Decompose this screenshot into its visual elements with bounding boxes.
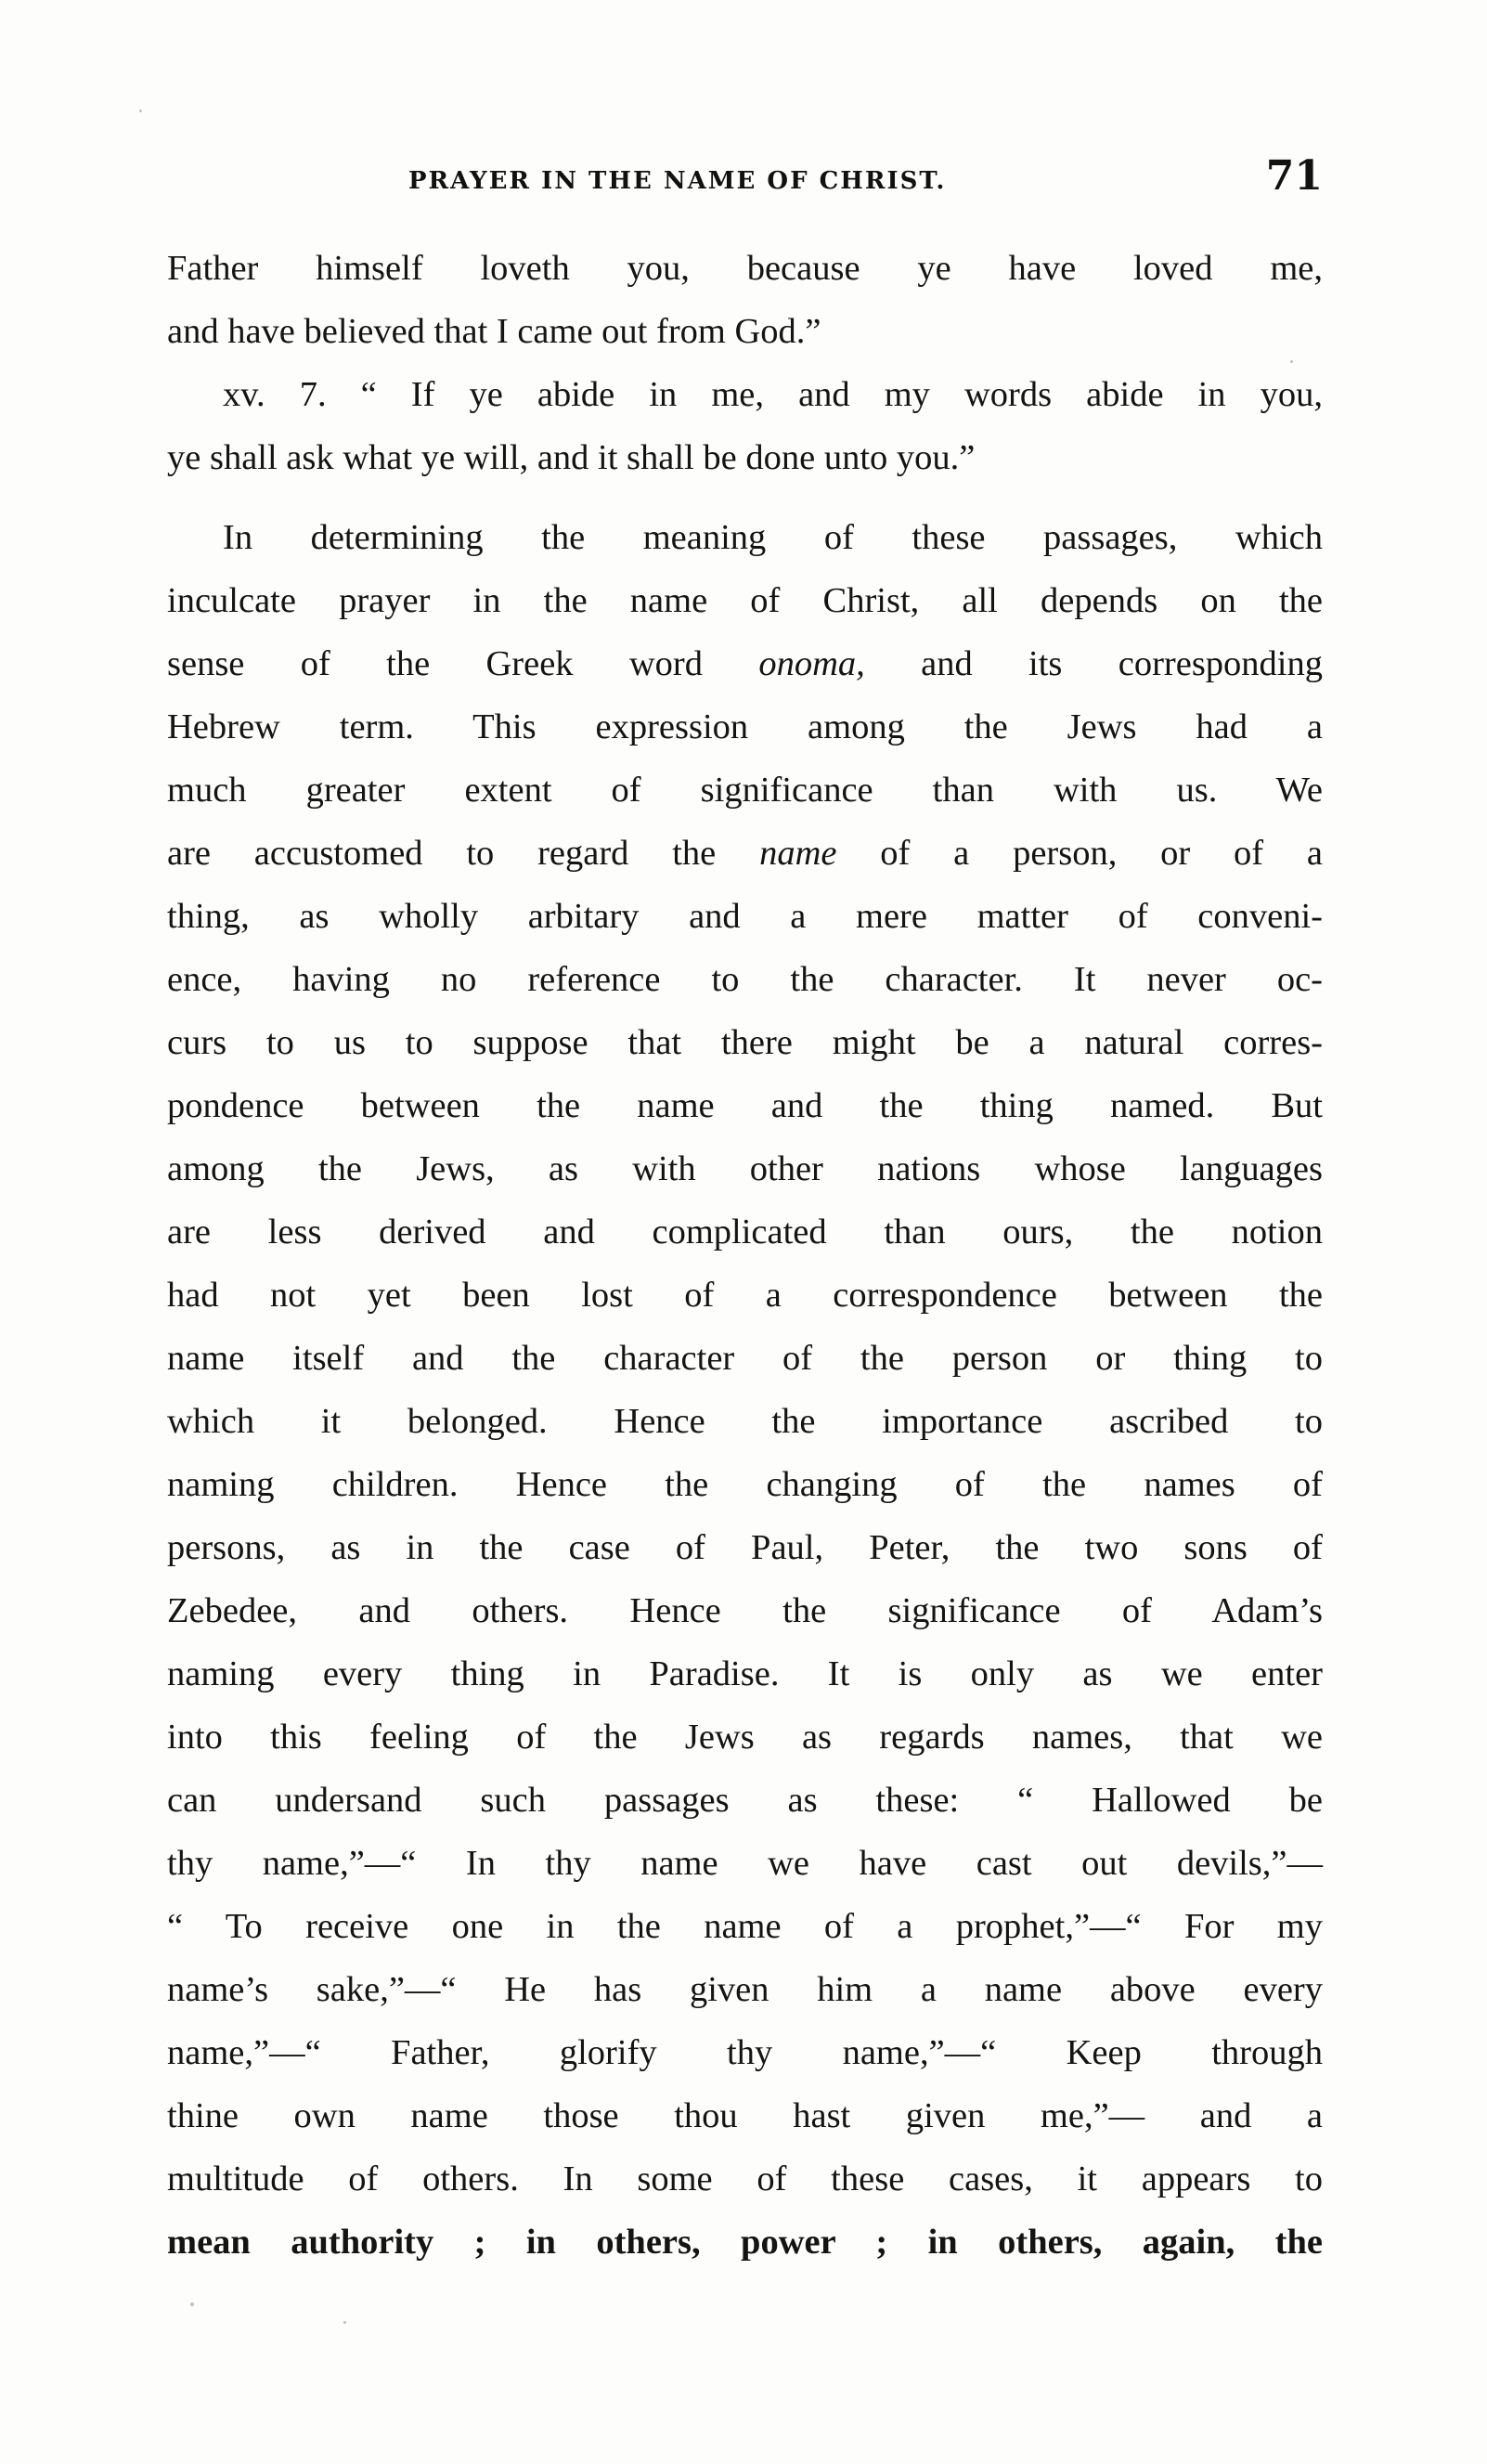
page-header [167, 150, 1323, 206]
text-line: persons, as in the case of Paul, Peter, the two sons of [167, 1528, 1323, 1567]
text-line: thy name,”—“ In thy name we have cast out devils,”— [167, 1844, 1323, 1883]
text-line [167, 822, 1323, 885]
text-line: thing, as wholly arbitary and a mere matter of conveni- [167, 897, 1323, 936]
italic-word: onoma, [758, 644, 865, 683]
text-line: into this feeling of the Jews as regards names, that we [167, 1718, 1323, 1757]
text-line: had not yet been lost of a correspondence between the [167, 1276, 1323, 1315]
text-line: much greater extent of significance than with us. We [167, 771, 1323, 810]
paper-speck [190, 2302, 194, 2306]
text-line: naming every thing in Paradise. It is only as we enter [167, 1654, 1323, 1693]
text-line: among the Jews, as with other nations whose languages [167, 1149, 1323, 1188]
paper-speck [1290, 360, 1293, 363]
text-run: are accustomed to regard the [167, 834, 760, 873]
text-line: naming children. Hence the changing of the names of [167, 1465, 1323, 1504]
running-title: PRAYER IN THE NAME OF CHRIST. [408, 167, 947, 195]
text-line: thine own name those thou hast given me,”— and a [167, 2096, 1323, 2135]
text-line [167, 632, 1323, 695]
text-line: Zebedee, and others. Hence the significance of Adam’s [167, 1591, 1323, 1630]
text-line: ence, having no reference to the character. It never oc- [167, 960, 1323, 999]
text-line: inculcate prayer in the name of Christ, all depends on the [167, 581, 1323, 620]
text-line: can undersand such passages as these: “ Hallowed be [167, 1781, 1323, 1820]
text-line: In determining the meaning of these passages, which [223, 518, 1323, 557]
paper-speck [139, 110, 142, 112]
paragraph-gap [167, 489, 1323, 506]
text-line: “ To receive one in the name of a prophet,”—“ For my [167, 1907, 1323, 1946]
text-line: multitude of others. In some of these cases, it appears to [167, 2159, 1323, 2198]
page-number: 71 [1265, 152, 1323, 200]
text-run: and its corresponding [864, 644, 1323, 683]
italic-word: name [759, 834, 837, 873]
text-line: Father himself loveth you, because ye have loved me, [167, 249, 1323, 288]
text-line: curs to us to suppose that there might be a natural corres- [167, 1023, 1323, 1062]
text-line: which it belonged. Hence the importance ascribed to [167, 1402, 1323, 1441]
text-run: sense of the Greek word [167, 644, 759, 683]
text-line: Hebrew term. This expression among the Jews had a [167, 707, 1323, 746]
paper-speck [343, 2321, 346, 2324]
text-line: ye shall ask what ye will, and it shall be done unto you.” [167, 438, 976, 477]
text-run: of a person, or of a [836, 834, 1323, 873]
main-paragraph [167, 506, 1323, 2274]
text-line: xv. 7. “ If ye abide in me, and my words abide in you, [223, 375, 1323, 414]
text-line: mean authority ; in others, power ; in others, again, the [167, 2223, 1323, 2262]
text-line: are less derived and complicated than ours, the notion [167, 1213, 1323, 1251]
text-line: name’s sake,”—“ He has given him a name above every [167, 1970, 1323, 2009]
text-line: name,”—“ Father, glorify thy name,”—“ Keep through [167, 2033, 1323, 2072]
text-line: name itself and the character of the person or thing to [167, 1339, 1323, 1378]
text-line: and have believed that I came out from God.” [167, 312, 821, 351]
scripture-quotes [167, 237, 1323, 489]
text-line: pondence between the name and the thing named. But [167, 1086, 1323, 1125]
body-text [167, 237, 1323, 2274]
